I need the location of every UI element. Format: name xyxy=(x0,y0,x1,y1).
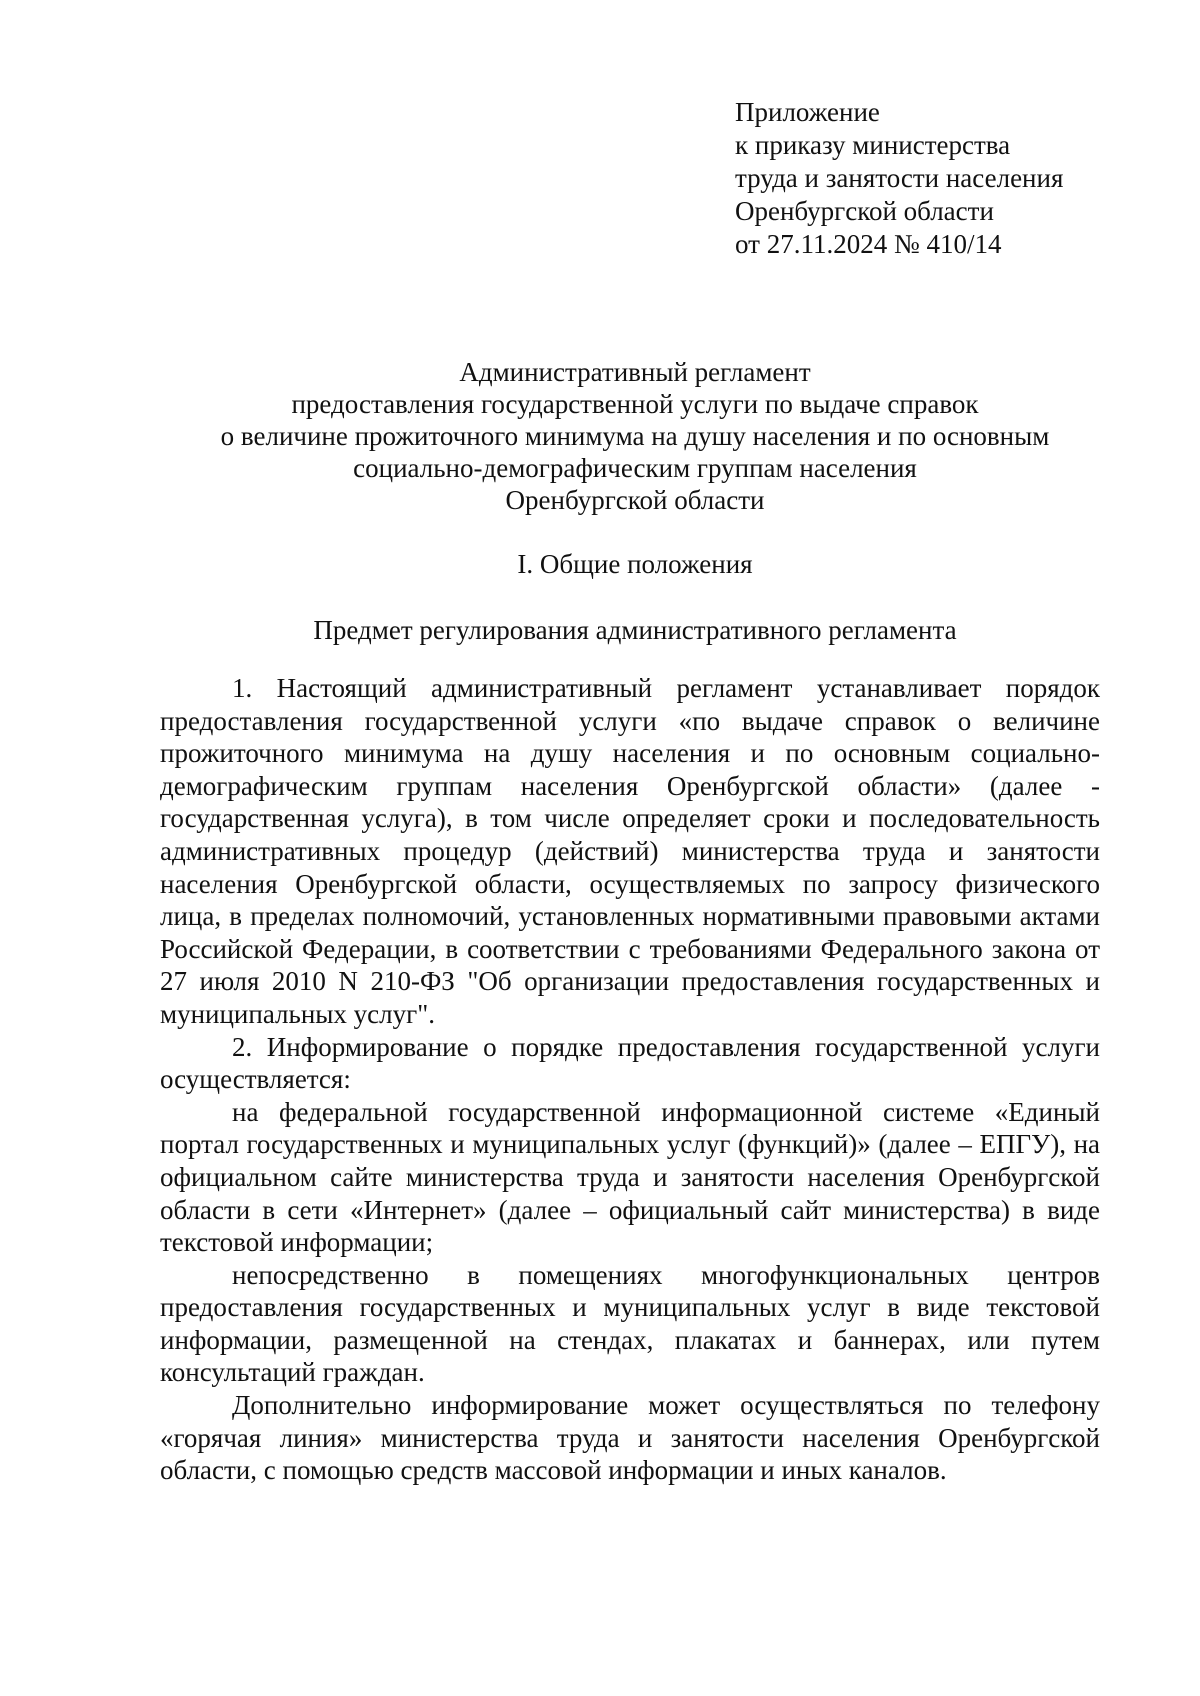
appendix-line: Приложение xyxy=(735,97,880,127)
title-line: о величине прожиточного минимума на душу населения и по основным xyxy=(220,421,1050,451)
paragraph-2-item-mfc: непосредственно в помещениях многофункциональных центров предоставления государственных и муниципальных услуг в виде текстовой информации, размещенной на стендах, плакатах и баннерах, или путем консультаций граждан. xyxy=(160,1259,1100,1388)
paragraph-1: 1. Настоящий административный регламент устанавливает порядок предоставления государственной услуги «по выдаче справок о величине прожиточного минимума на душу населения и по основным социально-демографическим группам населения Оренбургской области» (далее - государственная услуга), в том числе определяет сроки и последовательность административных процедур (действий) министерства труда и занятости населения Оренбургской области, осуществляемых по запросу физического лица, в пределах полномочий, установленных нормативными правовыми актами Российской Федерации, в соответствии с требованиями Федерального закона от 27 июля 2010 N 210-ФЗ "Об организации предоставления государственных и муниципальных услуг". xyxy=(160,673,1100,1029)
paragraph-2-item-epgu: на федеральной государственной информационной системе «Единый портал государственных и муниципальных услуг (функций)» (далее – ЕПГУ), на официальном сайте министерства труда и занятости населения Оренбургской области в сети «Интернет» (далее – официальный сайт министерства) в виде текстовой информации; xyxy=(160,1096,1100,1258)
title-line: предоставления государственной услуги по выдаче справок xyxy=(291,389,979,419)
document-title xyxy=(160,356,1110,516)
paragraph-2: 2. Информирование о порядке предоставления государственной услуги осуществляется: xyxy=(160,1031,1100,1095)
appendix-line: труда и занятости населения xyxy=(735,163,1064,193)
section-heading: I. Общие положения xyxy=(517,549,753,579)
appendix-line: Оренбургской области xyxy=(735,196,994,226)
title-line: Административный регламент xyxy=(459,357,811,387)
appendix-line: от 27.11.2024 № 410/14 xyxy=(735,229,1002,259)
title-line: Оренбургской области xyxy=(505,485,765,515)
body-text xyxy=(160,672,1100,1487)
paragraph-additional-info: Дополнительно информирование может осуществляться по телефону «горячая линия» министерства труда и занятости населения Оренбургской области, с помощью средств массовой информации и иных каналов. xyxy=(160,1390,1100,1486)
appendix-line: к приказу министерства xyxy=(735,130,1011,160)
subsection-heading: Предмет регулирования административного регламента xyxy=(313,615,957,645)
appendix-header xyxy=(735,96,1155,261)
title-line: социально-демографическим группам населения xyxy=(353,453,917,483)
